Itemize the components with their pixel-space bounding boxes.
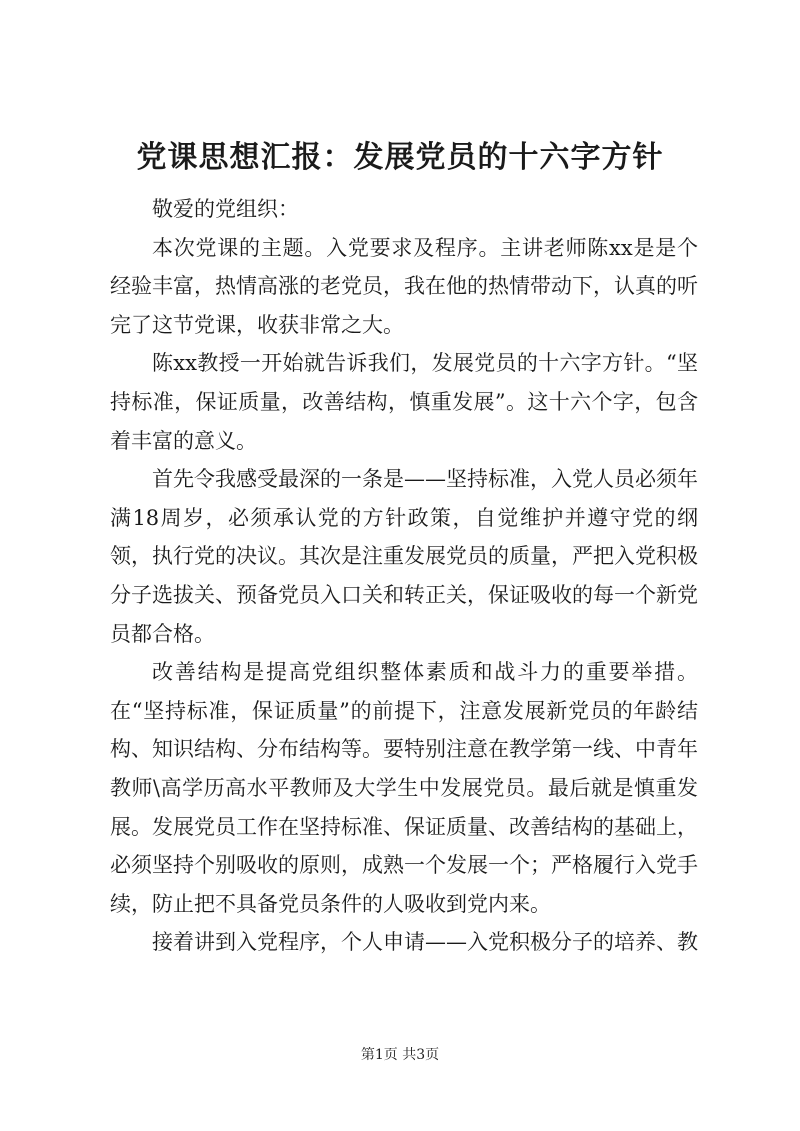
paragraph-salutation: 敬爱的党组织： xyxy=(152,197,299,221)
paragraph: 改善结构是提高党组织整体素质和战斗力的重要举措。在“坚持标准，保证质量”的前提下，注意发展新党员的年龄结构、知识结构、分布结构等。要特别注意在教学第一线、中青年教师\高学历高水平教师及大学生中发展党员。最后就是慎重发展。发展党员工作在坚持标准、保证质量、改善结构的基础上，必须坚持个别吸收的原则，成熟一个发展一个；严格履行入党手续，防止把不具备党员条件的人吸收到党内来。 xyxy=(110,660,698,916)
paragraph: 陈xx教授一开始就告诉我们，发展党员的十六字方针。“坚持标准，保证质量，改善结构，慎重发展”。这十六个字，包含着丰富的意义。 xyxy=(110,351,698,453)
page-number-footer: 第1页 共3页 xyxy=(360,1047,440,1063)
document-title: 党课思想汇报：发展党员的十六字方针 xyxy=(136,140,664,175)
paragraph: 首先令我感受最深的一条是——坚持标准，入党人员必须年满18周岁，必须承认党的方针政策，自觉维护并遵守党的纲领，执行党的决议。其次是注重发展党员的质量，严把入党积极分子选拔关、预备党员入口关和转正关，保证吸收的每一个新党员都合格。 xyxy=(110,467,698,646)
paragraph: 接着讲到入党程序，个人申请——入党积极分子的培养、教 xyxy=(152,930,698,955)
paragraph: 本次党课的主题。入党要求及程序。主讲老师陈xx是是个经验丰富，热情高涨的老党员，我在他的热情带动下，认真的听完了这节党课，收获非常之大。 xyxy=(110,235,698,337)
document-body xyxy=(110,190,698,962)
